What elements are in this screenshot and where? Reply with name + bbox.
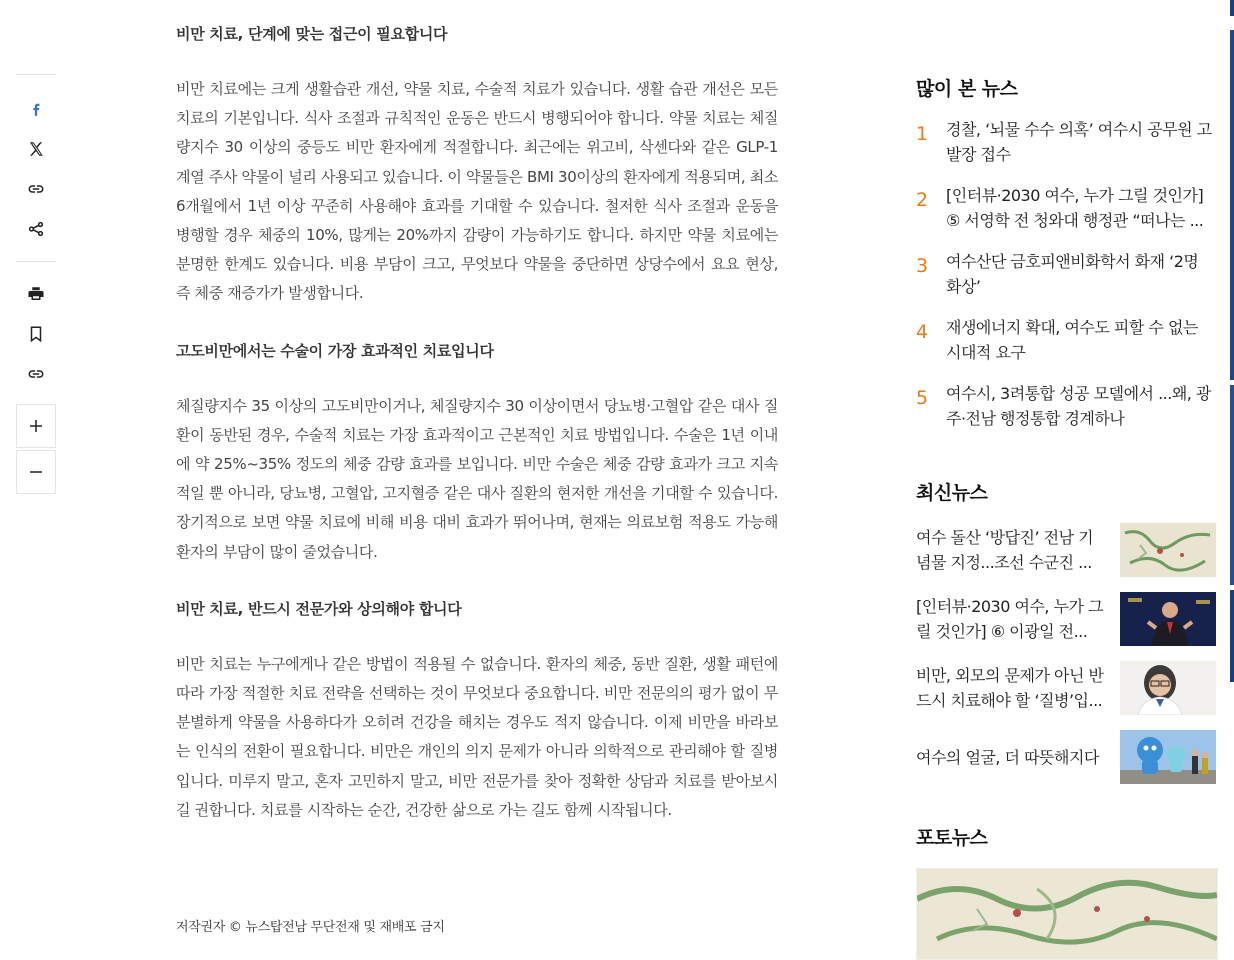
plus-icon — [27, 417, 45, 435]
section-paragraph: 비만 치료에는 크게 생활습관 개선, 약물 치료, 수술적 치료가 있습니다. 생활 습관 개선은 모든 치료의 기본입니다. 식사 조절과 규칙적인 운동은 반드시 병행되어야 합니다. 약물 치료는 체질량지수 30 이상의 중등도 비만 환자에게 적절합니다. 최근에는 위고비, 삭센다와 같은 GLP-1 계열 주사 약물이 널리 사용되고 있습니다. 이 약물들은 BMI 30이상의 환자에게 적용되며, 최소 6개월에서 1년 이상 꾸준히 사용해야 효과를 기대할 수 있습니다. 철저한 식사 조절과 운동을 병행할 경우 체중의 10%, 많게는 20%까지 감량이 가능하기도 합니다. 하지만 약물 치료에는 분명한 한계도 있습니다. 비용 부담이 크고, 무엇보다 약물을 중단하면 상당수에서 요요 현상, 즉 체중 재증가가 발생합니다. — [176, 80, 778, 303]
popular-news-title: [인터뷰·2030 여수, 누가 그릴 것인가] ⑤ 서영학 전 청와대 행정관 “떠나는 ... — [946, 186, 1204, 230]
link-icon — [27, 180, 45, 198]
section-heading: 고도비만에서는 수술이 가장 효과적인 치료입니다 — [176, 341, 494, 360]
bookmark-button[interactable] — [16, 314, 56, 354]
popular-news-item[interactable] — [916, 250, 1216, 299]
facebook-icon — [27, 100, 45, 118]
latest-news-headline: 여수의 얼굴, 더 따뜻해지다 — [916, 747, 1099, 767]
popular-news-title: 여수시, 3려통합 성공 모델에서 ...왜, 광주·전남 행정통합 경계하나 — [946, 384, 1211, 428]
map-photo-image — [917, 869, 1217, 959]
font-size-increase-button[interactable] — [16, 404, 56, 448]
rank-number: 4 — [916, 321, 929, 343]
x-share-button[interactable] — [16, 129, 56, 169]
doctor-thumbnail-image — [1120, 661, 1216, 715]
link-icon — [27, 365, 45, 383]
edge-strip — [1230, 385, 1234, 585]
latest-news-thumbnail[interactable] — [1120, 523, 1216, 577]
popular-news-title: 경찰, ‘뇌물 수수 의혹’ 여수시 공무원 고발장 접수 — [946, 120, 1212, 164]
share-icon — [27, 220, 45, 238]
latest-news-item[interactable] — [916, 592, 1216, 646]
photo-news-title: 포토뉴스 — [916, 827, 988, 849]
popular-news-item[interactable] — [916, 118, 1216, 167]
copy-url-button[interactable] — [16, 354, 56, 394]
latest-news-headline: 비만, 외모의 문제가 아닌 반드시 치료해야 할 ‘질병’입... — [916, 666, 1104, 710]
article-body — [176, 22, 778, 825]
copyright-notice: 저작권자 © 뉴스탑전남 무단전재 및 재배포 금지 — [176, 920, 445, 935]
print-icon — [27, 285, 45, 303]
photo-news-image[interactable] — [916, 868, 1218, 960]
popular-news-title: 여수산단 금호피앤비화학서 화재 ‘2명 화상’ — [946, 252, 1199, 296]
popular-news-item[interactable] — [916, 316, 1216, 365]
share-toolbar — [16, 74, 56, 496]
section-heading: 비만 치료, 단계에 맞는 접근이 필요합니다 — [176, 25, 448, 43]
minus-icon — [27, 463, 45, 481]
more-share-button[interactable] — [16, 209, 56, 249]
latest-news-headline: [인터뷰·2030 여수, 누가 그릴 것인가] ⑥ 이광일 전... — [916, 597, 1104, 641]
section-heading: 비만 치료, 반드시 전문가와 상의해야 합니다 — [176, 599, 462, 618]
x-icon — [27, 140, 45, 158]
rank-number: 2 — [916, 189, 929, 211]
popular-news-item[interactable] — [916, 382, 1216, 431]
edge-strip — [1230, 30, 1234, 380]
edge-strip — [1230, 590, 1234, 682]
divider — [16, 261, 56, 262]
latest-news-headline: 여수 돌산 ‘방답진’ 전남 기념물 지정...조선 수군진 ... — [916, 528, 1094, 572]
divider — [16, 74, 56, 75]
rank-number: 5 — [916, 387, 929, 409]
rank-number: 1 — [916, 123, 929, 145]
latest-news-thumbnail[interactable] — [1120, 730, 1216, 784]
latest-news-title: 최신뉴스 — [916, 482, 988, 504]
latest-news-thumbnail[interactable] — [1120, 661, 1216, 715]
bookmark-icon — [27, 325, 45, 343]
latest-news-item[interactable] — [916, 661, 1216, 715]
popular-news-item[interactable] — [916, 184, 1216, 233]
latest-news-thumbnail[interactable] — [1120, 592, 1216, 646]
latest-news-item[interactable] — [916, 523, 1216, 577]
font-size-decrease-button[interactable] — [16, 450, 56, 494]
popular-news-title: 재생에너지 확대, 여수도 피할 수 없는 시대적 요구 — [946, 318, 1198, 362]
mascot-thumbnail-image — [1120, 730, 1216, 784]
popular-news-title: 많이 본 뉴스 — [916, 78, 1018, 100]
section-paragraph: 체질량지수 35 이상의 고도비만이거나, 체질량지수 30 이상이면서 당뇨병·고혈압 같은 대사 질환이 동반된 경우, 수술적 치료는 가장 효과적이고 근본적인 치료 방법입니다. 수술은 1년 이내에 약 25%~35% 정도의 체중 감량 효과를 보입니다. 비만 수술은 체중 감량 효과가 크고 지속적일 뿐 아니라, 당뇨병, 고혈압, 고지혈증 같은 대사 질환의 현저한 개선을 기대할 수 있습니다. 장기적으로 보면 약물 치료에 비해 비용 대비 효과가 뛰어나며, 현재는 의료보험 적용도 가능해 환자의 부담이 많이 줄었습니다. — [176, 396, 778, 561]
latest-news-item[interactable] — [916, 730, 1216, 784]
copy-link-button[interactable] — [16, 169, 56, 209]
print-button[interactable] — [16, 274, 56, 314]
rank-number: 3 — [916, 255, 929, 277]
map-thumbnail-image — [1120, 523, 1216, 577]
interview-thumbnail-image — [1120, 592, 1216, 646]
edge-strip — [1230, 0, 1234, 16]
facebook-share-button[interactable] — [16, 89, 56, 129]
section-paragraph: 비만 치료는 누구에게나 같은 방법이 적용될 수 없습니다. 환자의 체중, 동반 질환, 생활 패턴에 따라 가장 적절한 치료 전략을 선택하는 것이 무엇보다 중요합니다. 비만 전문의의 평가 없이 무분별하게 약물을 사용하다가 오히려 건강을 해치는 경우도 적지 않습니다. 이제 비만을 바라보는 인식의 전환이 필요합니다. 비만은 개인의 의지 문제가 아니라 의학적으로 관리해야 할 질병입니다. 미루지 말고, 혼자 고민하지 말고, 비만 전문가를 찾아 정확한 상담과 치료를 받아보시길 권합니다. 치료를 시작하는 순간, 건강한 삶으로 가는 길도 함께 시작됩니다. — [176, 654, 778, 819]
